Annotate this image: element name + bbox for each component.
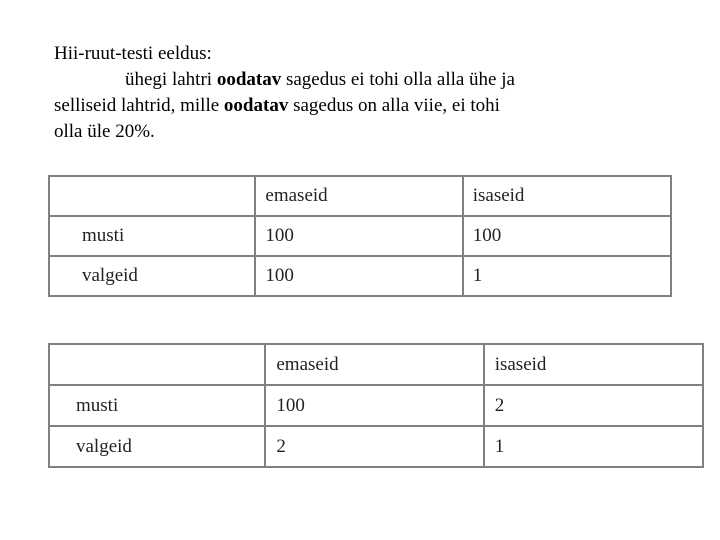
intro-line-2-bold: oodatav bbox=[223, 95, 289, 116]
table-cell: 100 bbox=[463, 216, 671, 256]
table-cell: 1 bbox=[484, 426, 703, 467]
intro-line-2 bbox=[54, 93, 654, 119]
table-row bbox=[49, 385, 703, 426]
table-cell: 1 bbox=[463, 256, 671, 296]
contingency-table-1 bbox=[48, 175, 672, 297]
row-label: musti bbox=[49, 385, 265, 426]
table-row bbox=[49, 256, 671, 296]
contingency-table-2 bbox=[48, 343, 704, 468]
header-cell-emaseid: emaseid bbox=[265, 344, 483, 385]
table-header-row bbox=[49, 176, 671, 216]
intro-heading: Hii-ruut-testi eeldus: bbox=[54, 43, 212, 64]
table-header-row bbox=[49, 344, 703, 385]
table-cell: 2 bbox=[484, 385, 703, 426]
header-cell-emaseid: emaseid bbox=[255, 176, 462, 216]
intro-line-2-pre: selliseid lahtrid, mille bbox=[54, 95, 224, 116]
intro-text bbox=[54, 41, 654, 145]
table-row bbox=[49, 426, 703, 467]
table-cell: 100 bbox=[265, 385, 483, 426]
intro-line-1-post: sagedus ei tohi olla alla ühe ja bbox=[281, 69, 515, 90]
row-label: valgeid bbox=[49, 426, 265, 467]
table-cell: 100 bbox=[255, 216, 462, 256]
intro-line-1-pre: ühegi lahtri bbox=[125, 69, 217, 90]
row-label: musti bbox=[49, 216, 255, 256]
header-cell-isaseid: isaseid bbox=[484, 344, 703, 385]
intro-line-1 bbox=[54, 67, 654, 93]
intro-line-2-post: sagedus on alla viie, ei tohi bbox=[288, 95, 500, 116]
header-cell-isaseid: isaseid bbox=[463, 176, 671, 216]
intro-line-3: olla üle 20%. bbox=[54, 121, 155, 142]
intro-line-1-bold: oodatav bbox=[216, 69, 282, 90]
table-cell: 2 bbox=[265, 426, 483, 467]
header-cell-empty bbox=[49, 344, 265, 385]
row-label: valgeid bbox=[49, 256, 255, 296]
header-cell-empty bbox=[49, 176, 255, 216]
table-row bbox=[49, 216, 671, 256]
table-cell: 100 bbox=[255, 256, 462, 296]
